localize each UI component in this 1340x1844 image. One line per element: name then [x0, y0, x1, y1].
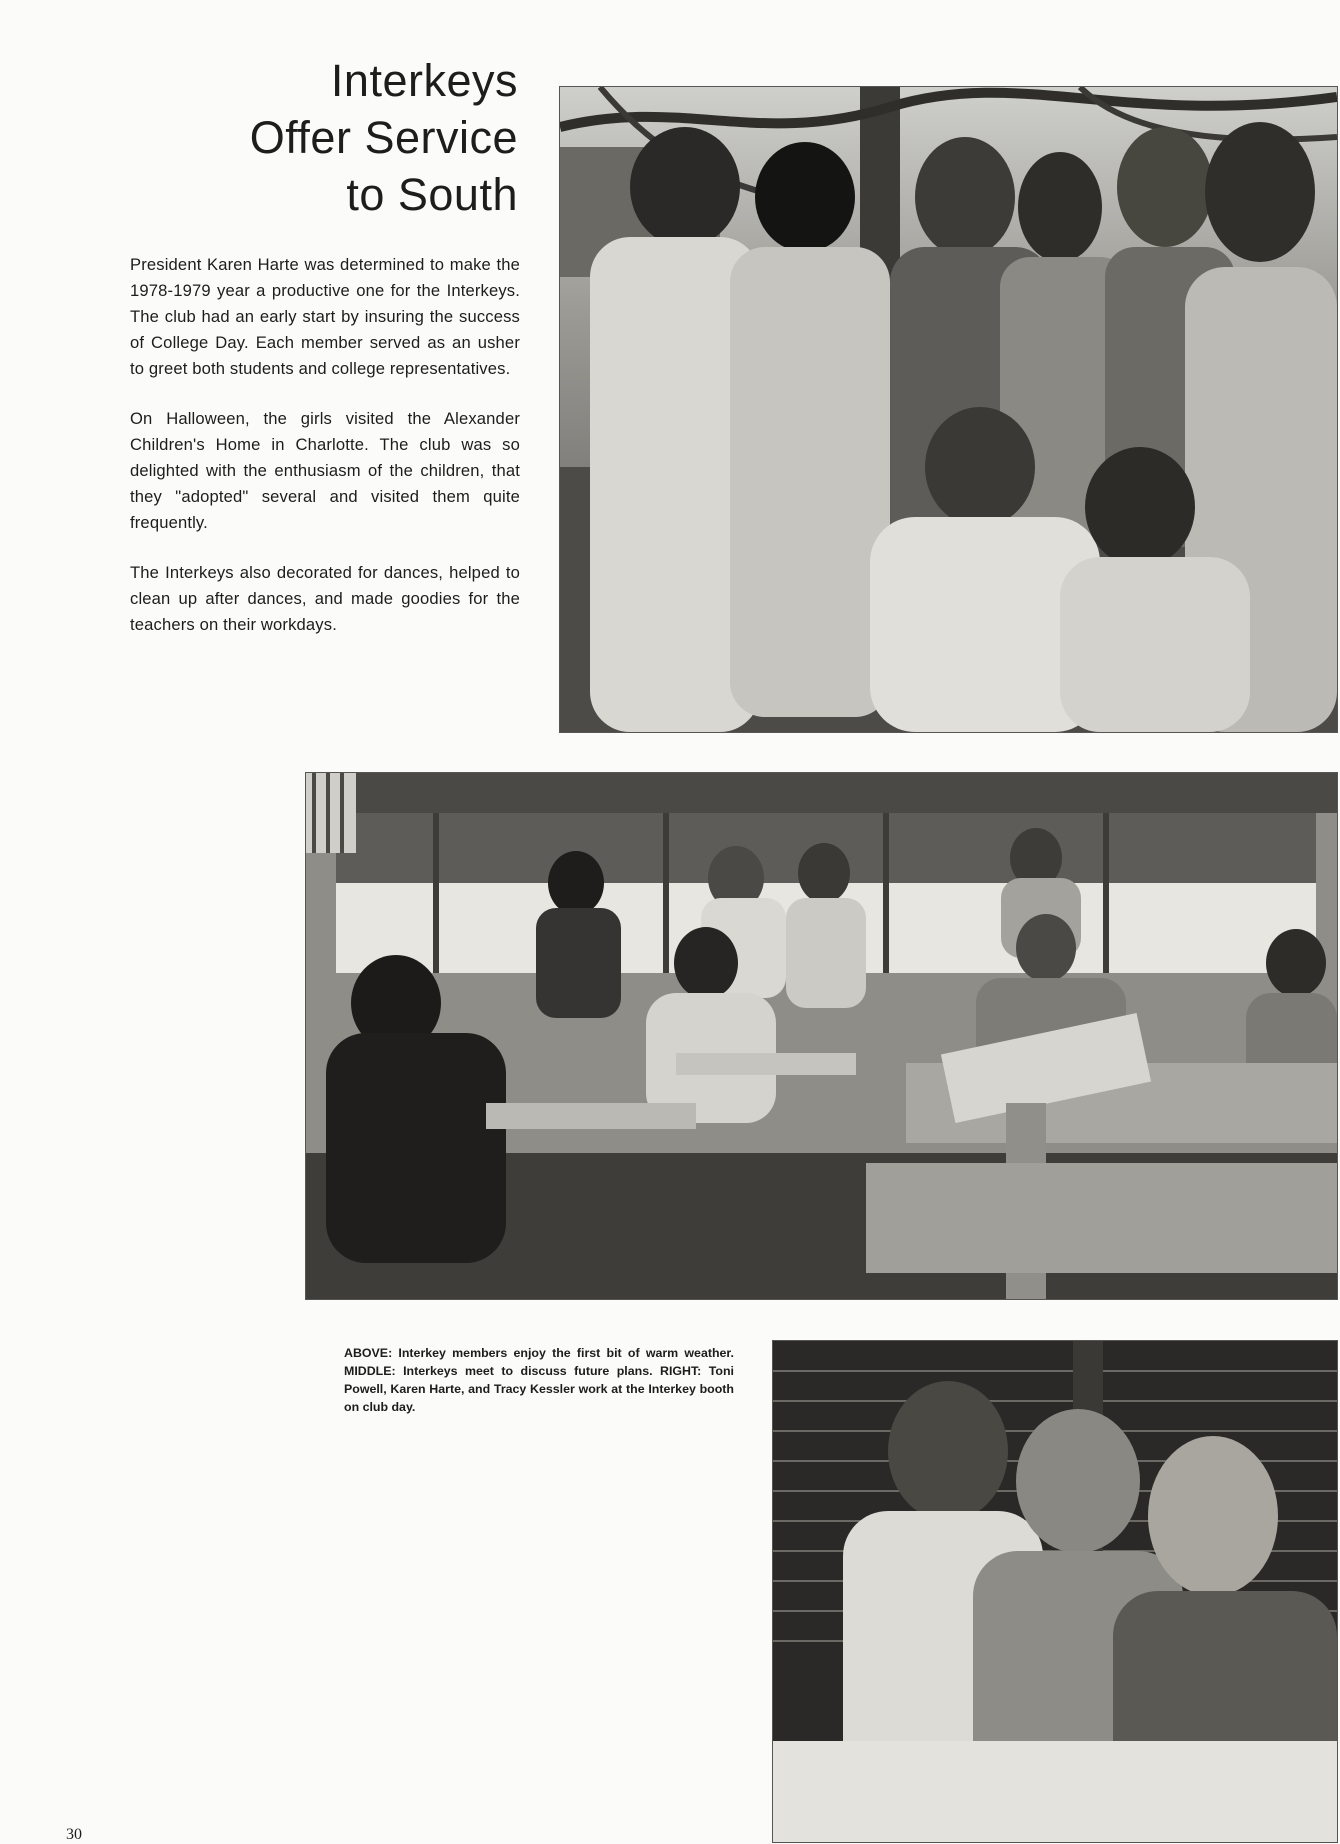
article-headline	[150, 52, 518, 223]
body-paragraph-3: The Interkeys also decorated for dances, helped to clean up after dances, and made goodies for the teachers on their workdays.	[130, 563, 520, 634]
page-number: 30	[66, 1826, 82, 1843]
photo-classroom-meeting	[305, 772, 1338, 1300]
photo-interkey-booth	[772, 1340, 1338, 1843]
body-paragraph-1: President Karen Harte was determined to make the 1978-1979 year a productive one for the Interkeys. The club had an early start by insuring the success of College Day. Each member served as an usher to greet both students and college representatives.	[130, 255, 520, 378]
article-body	[130, 252, 520, 662]
headline-line-1: Interkeys	[330, 55, 518, 106]
photo-caption: ABOVE: Interkey members enjoy the first bit of warm weather. MIDDLE: Interkeys meet to discuss future plans. RIGHT: Toni Powell, Karen Harte, and Tracy Kessler work at the Interkey booth on club day.	[344, 1346, 734, 1414]
photo-group-outdoors	[559, 86, 1338, 733]
headline-line-2: Offer Service	[249, 112, 518, 163]
headline-line-3: to South	[346, 169, 518, 220]
body-paragraph-2: On Halloween, the girls visited the Alexander Children's Home in Charlotte. The club was so delighted with the enthusiasm of the children, that they "adopted" several and visited them quite frequently.	[130, 409, 520, 532]
